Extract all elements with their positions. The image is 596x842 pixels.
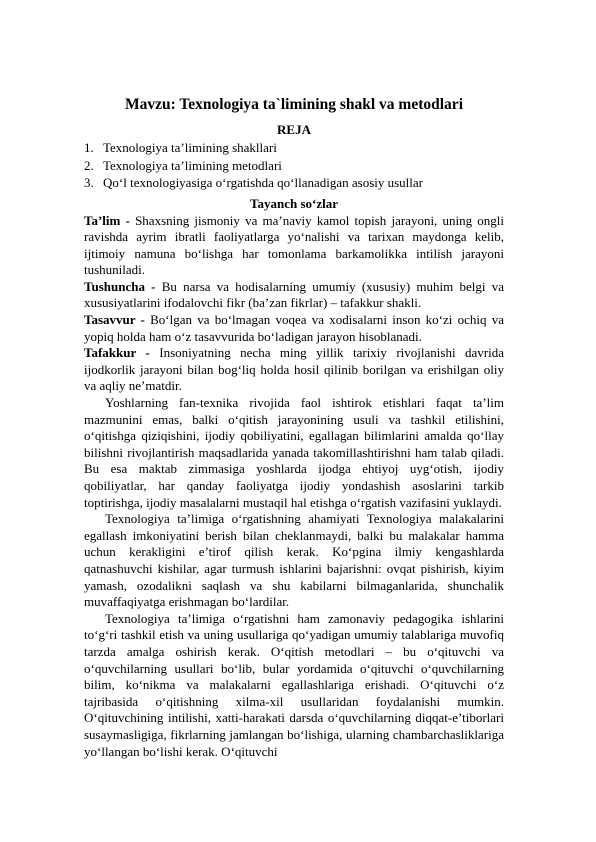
definition: Shaxsning jismoniy va ma’naviy kamol topish jarayoni, uning ongli ravishda ayrim ibratli faoliyatlarga yo‘nalishi va tarixan maydonga kelib, ijtimoiy namuna bo‘lishga har tomonlama barkamolikka intilish jarayoni tushuniladi. xyxy=(84,212,504,278)
list-text: Texnologiya ta’limining shakllari xyxy=(103,140,277,155)
list-item xyxy=(84,139,504,157)
list-item xyxy=(84,174,504,192)
body-paragraph: Yoshlarning fan-texnika rivojida faol ishtirok etishlari faqat ta’lim mazmunini emas, balki o‘qitish jarayonining usuli va tashkil etilishini, o‘qitishga qiziqishini, ijodiy qobiliyatini, egallagan bilimlarini amalda qo‘llay bilishni rivojlantirish maqsadlarida yanada takomillashtirishni ham talab qiladi. Bu esa maktab zimmasiga yoshlarda ijodga ehtiyoj uyg‘otish, ijodiy qobiliyatlar, har qanday faoliyatga ijodiy yondashish asoslarini tarkib toptirishga, ijodiy masalalarni mustaqil hal etishga o‘rgatish vazifasini yuklaydi. xyxy=(84,395,504,510)
body-paragraph: Texnologiya ta’limiga o‘rgatishning ahamiyati Texnologiya malakalarini egallash imkoniyatini berish bilan cheklanmaydi, balki bu malakalar hamma uchun kerakligini e’tirof qilish kerak. Ko‘pgina ilmiy kengashlarda qatnashuvchi kishilar, agar turmush ishlarini bajarishni: ovqat pishirish, kiyim yamash, ozodalikni saqlash va shu kabilarni bilmaganlarida, shunchalik muvaffaqiyatga erishmagan bo‘lardilar. xyxy=(84,511,504,610)
term-definition xyxy=(84,213,504,279)
document-page xyxy=(84,96,504,760)
term: Tushuncha - xyxy=(84,278,162,294)
term: Tafakkur - xyxy=(84,345,160,361)
list-text: Qo‘l texnologiyasiga o‘rgatishda qo‘llanadigan asosiy usullar xyxy=(103,175,423,190)
list-number: 3. xyxy=(84,175,94,190)
list-number: 2. xyxy=(84,157,94,173)
term-definition xyxy=(84,279,504,312)
page-title: Mavzu: Texnologiya ta`limining shakl va metodlari xyxy=(124,96,463,113)
term-definition xyxy=(84,312,504,345)
term-definition xyxy=(84,345,504,395)
list-text: Texnologiya ta’limining metodlari xyxy=(103,157,282,173)
definition: Bo‘lgan va bo‘lmagan voqea va xodisalarni inson ko‘zi ochiq va yopiq holda ham o‘z tasavvurida bo‘ladigan jarayon hisoblanadi. xyxy=(84,312,504,344)
plan-list xyxy=(84,139,504,192)
body-paragraph: Texnologiya ta’limiga o‘rgatishni ham zamonaviy pedagogika ishlarini to‘g‘ri tashkil etish va uning usullariga qo‘yadigan umumiy talablariga muvofiq tarzda amalga oshirish kerak. O‘qitish metodlari – bu o‘qituvchi va o‘quvchilarning usullari bo‘lib, bular yordamida o‘qituvchi o‘quvchilarning bilim, ko‘nikma va malakalarni egallashlariga erishadi. O‘qituvchi o‘z tajribasida o‘qitishning xilma-xil usullaridan foydalanishi mumkin. O‘qituvchining intilishi, xatti-harakati darsda o‘quvchilarning diqqat-e’tiborlari susaymasligiga, fikrlarning jamlangan bo‘lishiga, ularning chambarchasliklariga yo‘llangan bo‘lishi kerak. O‘qituvchi xyxy=(84,610,504,759)
term: Tasavvur - xyxy=(84,312,151,328)
list-number: 1. xyxy=(84,140,94,155)
list-item xyxy=(84,157,504,175)
plan-heading: REJA xyxy=(277,122,311,137)
definition: Bu narsa va hodisalarning umumiy (xususiy) muhim belgi va xususiyatlarini ifodalovchi fikr (ba’zan fikrlar) – tafakkur shakli. xyxy=(84,278,504,311)
keywords-heading: Tayanch so‘zlar xyxy=(250,195,338,211)
definition: Insoniyatning necha ming yillik tarixiy rivojlanishi davrida ijodkorlik jarayoni bilan bog‘liq holda hosil qilinib borilgan va erishilgan oliy va aqliy ne’matdir. xyxy=(84,345,504,394)
term: Ta’lim - xyxy=(84,212,136,228)
